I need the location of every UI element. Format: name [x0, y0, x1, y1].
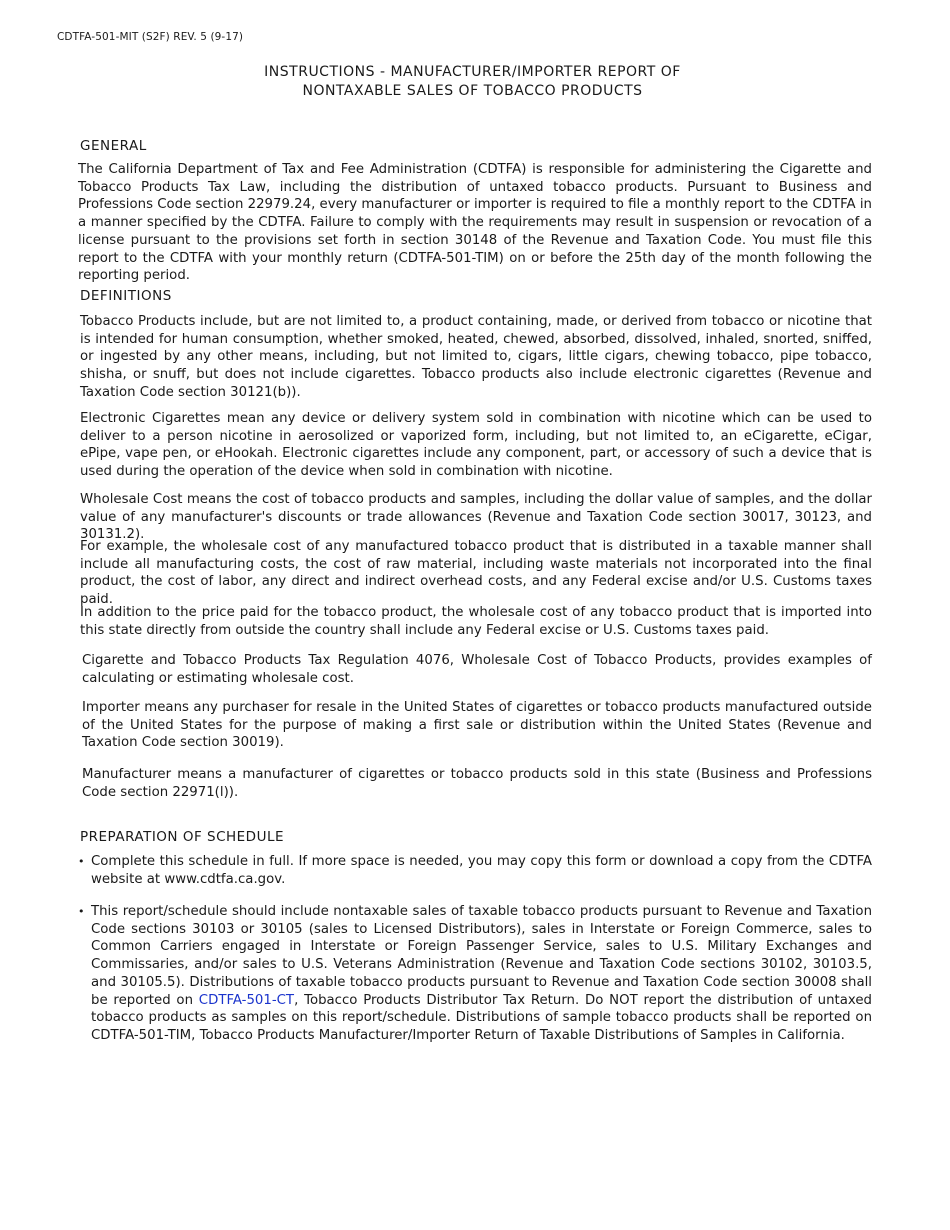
- definition-tobacco-products: Tobacco Products include, but are not limited to, a product containing, made, or derived from tobacco or nicotine that is intended for human consumption, whether smoked, heated, chewed, absorbed, dissolved, inhaled, snorted, sniffed, or ingested by any other means, including, but not limited to, cigars, little cigars, chewing tobacco, pipe tobacco, shisha, or snuff, but does not include cigarettes. Tobacco products also include electronic cigarettes (Revenue and Taxation Code section 30121(b)).: [80, 314, 872, 400]
- regulation-4076-note: Cigarette and Tobacco Products Tax Regulation 4076, Wholesale Cost of Tobacco Products, provides examples of calculating or estimating wholesale cost.: [82, 653, 872, 686]
- title-line-2: NONTAXABLE SALES OF TOBACCO PRODUCTS: [302, 83, 643, 99]
- bullet-1-text: Complete this schedule in full. If more space is needed, you may copy this form or download a copy from the CDTFA website at www.cdtfa.ca.gov.: [91, 854, 872, 887]
- bullet-2-text: [91, 903, 872, 1045]
- definition-electronic-cigarettes: Electronic Cigarettes mean any device or delivery system sold in combination with nicotine which can be used to deliver to a person nicotine in aerosolized or vaporized form, including, but not limited to, an eCigarette, eCigar, ePipe, vape pen, or eHookah. Electronic cigarettes include any component, part, or accessory of such a device that is used during the operation of the device when sold in combination with nicotine.: [80, 411, 872, 480]
- imported-wholesale-cost: In addition to the price paid for the tobacco product, the wholesale cost of any tobacco product that is imported into this state directly from outside the country shall include any Federal excise or U.S. Customs taxes paid.: [80, 605, 872, 638]
- definitions-heading: DEFINITIONS: [80, 288, 172, 304]
- definition-manufacturer: Manufacturer means a manufacturer of cigarettes or tobacco products sold in this state (Business and Professions Code section 22971(l)).: [82, 767, 872, 800]
- bullet-2-text-before: This report/schedule should include nontaxable sales of taxable tobacco products pursuant to Revenue and Taxation Code sections 30103 or 30105 (sales to Licensed Distributors), sales in Interstate or Foreign Commerce, sales to Common Carriers engaged in Interstate or Foreign Passenger Service, sales to U.S. Military Exchanges and Commissaries, and/or sales to U.S. Veterans Administration (Revenue and Taxation Code sections 30102, 30103.5, and 30105.5). Distributions of taxable tobacco products pursuant to Revenue and Taxation Code section 30008 shall be reported on: [91, 904, 872, 1008]
- title-line-1: INSTRUCTIONS - MANUFACTURER/IMPORTER REPORT OF: [264, 64, 681, 80]
- general-heading: GENERAL: [80, 138, 147, 154]
- definition-wholesale-cost: Wholesale Cost means the cost of tobacco products and samples, including the dollar value of samples, and the dollar value of any manufacturer's discounts or trade allowances (Revenue and Taxation Code section 30017, 30123, and 30131.2).: [80, 492, 872, 543]
- bullet-2-text-after: , Tobacco Products Distributor Tax Return. Do NOT report the distribution of untaxed tobacco products as samples on this report/schedule. Distributions of sample tobacco products shall be reported on CDTFA-501-TIM, Tobacco Products Manufacturer/Importer Return of Taxable Distributions of Samples in California.: [91, 992, 872, 1043]
- bullet-marker: •: [78, 855, 85, 868]
- preparation-heading: PREPARATION OF SCHEDULE: [80, 829, 285, 845]
- preparation-bullet-2: [78, 903, 872, 1053]
- definition-importer: Importer means any purchaser for resale in the United States of cigarettes or tobacco products manufactured outside of the United States for the purpose of making a first sale or distribution within the United States (Revenue and Taxation Code section 30019).: [82, 700, 872, 751]
- wholesale-cost-example: For example, the wholesale cost of any manufactured tobacco product that is distributed in a taxable manner shall include all manufacturing costs, the cost of raw material, including waste materials not incorporated into the final product, the cost of labor, any direct and indirect overhead costs, and any Federal excise and/or U.S. Customs taxes paid.: [80, 539, 872, 608]
- form-id: CDTFA-501-MIT (S2F) REV. 5 (9-17): [57, 31, 244, 43]
- bullet-marker: •: [78, 905, 85, 918]
- cdtfa-501-ct-link[interactable]: CDTFA-501-CT: [198, 992, 295, 1008]
- preparation-bullet-1: [78, 853, 872, 893]
- general-paragraph: The California Department of Tax and Fee Administration (CDTFA) is responsible for administering the Cigarette and Tobacco Products Tax Law, including the distribution of untaxed tobacco products. Pursuant to Business and Professions Code section 22979.24, every manufacturer or importer is required to file a monthly report to the CDTFA in a manner specified by the CDTFA. Failure to comply with the requirements may result in suspension or revocation of a license pursuant to the provisions set forth in section 30148 of the Revenue and Taxation Code. You must file this report to the CDTFA with your monthly return (CDTFA-501-TIM) on or before the 25th day of the month following the reporting period.: [78, 162, 872, 284]
- page-title: [0, 63, 945, 101]
